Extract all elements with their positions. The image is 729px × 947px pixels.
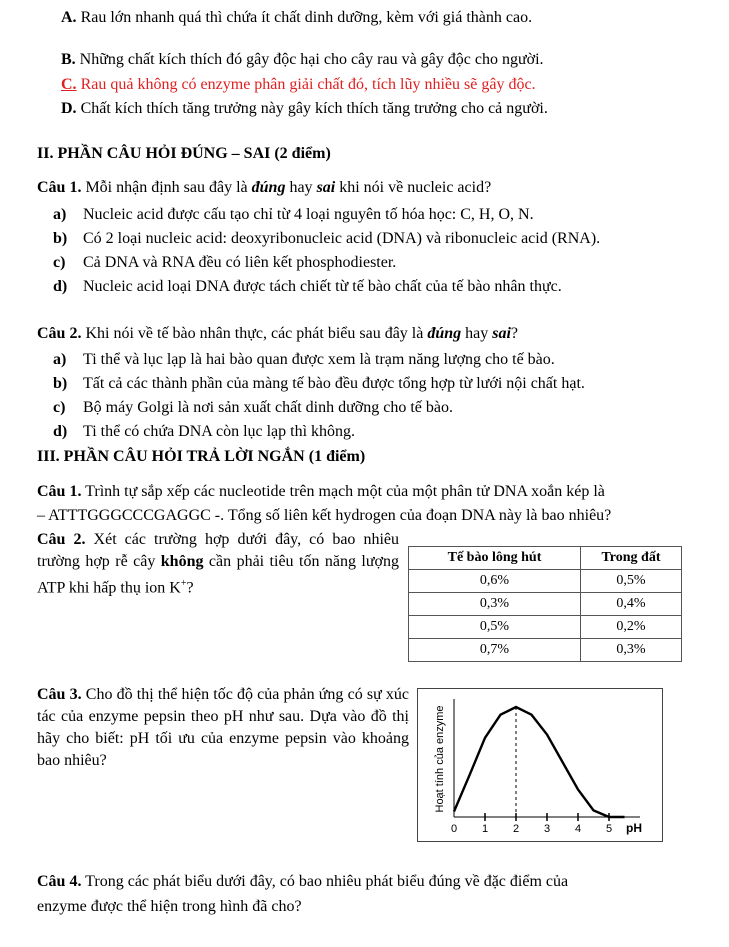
option-text: Chất kích thích tăng trưởng này gây kích thích tăng trưởng cho cả người. (80, 100, 548, 117)
question-label: Câu 2. (37, 531, 86, 548)
x-tick-label: 1 (481, 823, 489, 835)
table-header: Trong đất (581, 547, 682, 570)
question-label: Câu 2. (37, 325, 82, 342)
question-text: Trong các phát biểu dưới đây, có bao nhiêu phát biểu đúng về đặc điểm của (85, 873, 569, 890)
statement-label: b) (53, 230, 68, 247)
table-row (409, 570, 682, 593)
statement-c (53, 253, 396, 273)
table-cell: 0,2% (581, 616, 682, 639)
option-text: Rau lớn nhanh quá thì chứa ít chất dinh dưỡng, kèm với giá thành cao. (80, 9, 533, 26)
statement-label: a) (53, 206, 67, 223)
statement-label: c) (53, 399, 66, 416)
question-label: Câu 4. (37, 873, 82, 890)
table-header: Tế bào lông hút (409, 547, 581, 570)
concentration-table (408, 546, 682, 662)
statement-b (53, 229, 600, 249)
statement-label: c) (53, 254, 66, 271)
statement-a (53, 205, 534, 225)
x-ticks (451, 813, 612, 835)
statement-text: Bộ máy Golgi là nơi sản xuất chất dinh dưỡng cho tế bào. (83, 399, 453, 416)
question-text: Xét các trường hợp dưới đây, có bao nhiêu trường hợp rễ cây (37, 531, 400, 570)
activity-curve (454, 707, 625, 817)
question-text: Trình tự sắp xếp các nucleotide trên mạch một của một phân tử DNA xoắn kép là (85, 483, 605, 500)
sai-word: sai (492, 325, 511, 342)
statement-d (53, 277, 562, 297)
option-d (61, 99, 548, 119)
table-cell: 0,3% (409, 593, 581, 616)
table-row (409, 593, 682, 616)
question-text: Cho đồ thị thể hiện tốc độ của phản ứng có sự xúc tác của enzyme pepsin theo pH như sau. Dựa vào đồ thị hãy cho biết: pH tối ưu của enzyme pepsin vào khoảng bao nhiêu? (37, 686, 410, 769)
question-text: ? (186, 579, 194, 597)
option-a (61, 8, 532, 28)
question-stem: Khi nói về tế bào nhân thực, các phát biểu sau đây là (85, 325, 428, 342)
statement-text: Tất cả các thành phần của màng tế bào đều được tổng hợp từ lưới nội chất hạt. (83, 375, 585, 392)
question-text: cần phải tiêu tốn năng lượng ATP khi hấp thụ ion K (37, 553, 400, 597)
statement-label: a) (53, 351, 67, 368)
statement-text: Nucleic acid loại DNA được tách chiết từ tế bào chất của tế bào nhân thực. (83, 278, 562, 295)
x-axis-label: pH (626, 821, 642, 835)
dung-word: đúng (251, 179, 286, 196)
table-cell: 0,3% (581, 639, 682, 662)
option-text: Những chất kích thích đó gây độc hại cho cây rau và gây độc cho người. (79, 51, 544, 68)
y-axis-label: Hoạt tính của enzyme (434, 705, 446, 813)
chart-svg (418, 689, 662, 841)
s2-question-1 (37, 178, 491, 198)
s3-question-4-line2: enzyme được thể hiện trong hình đã cho? (37, 898, 302, 915)
khong-word: không (160, 553, 204, 570)
ion-charge: + (180, 578, 187, 589)
s2-question-2 (37, 324, 518, 344)
statement-text: Cả DNA và RNA đều có liên kết phosphodiester. (83, 254, 397, 271)
table-cell: 0,4% (581, 593, 682, 616)
option-b (61, 50, 544, 70)
question-label: Câu 1. (37, 179, 82, 196)
sai-word: sai (316, 179, 336, 196)
question-label: Câu 1. (37, 483, 82, 500)
x-tick-label: 3 (543, 823, 551, 835)
table-cell: 0,5% (581, 570, 682, 593)
question-stem: ? (510, 325, 519, 342)
statement-label: d) (53, 423, 68, 440)
statement-a (53, 350, 555, 370)
dung-word: đúng (427, 325, 462, 342)
statement-text: Nucleic acid được cấu tạo chỉ từ 4 loại nguyên tố hóa học: C, H, O, N. (83, 206, 534, 223)
section-3-heading: III. PHẦN CÂU HỎI TRẢ LỜI NGẮN (1 điểm) (37, 448, 366, 465)
table-row (409, 639, 682, 662)
table-cell: 0,6% (409, 570, 581, 593)
s3-question-1-line1 (37, 482, 605, 502)
statement-text: Có 2 loại nucleic acid: deoxyribonucleic acid (DNA) và ribonucleic acid (RNA). (83, 230, 601, 247)
option-text: Rau quả không có enzyme phân giải chất đó, tích lũy nhiều sẽ gây độc. (80, 76, 536, 93)
x-tick-label: 5 (605, 823, 613, 835)
table-row (409, 616, 682, 639)
statement-label: b) (53, 375, 68, 392)
question-label: Câu 3. (37, 686, 82, 703)
statement-label: d) (53, 278, 68, 295)
option-label: A. (61, 9, 77, 26)
x-tick-label: 0 (450, 823, 458, 835)
table-cell: 0,5% (409, 616, 581, 639)
statement-c (53, 398, 453, 418)
s3-question-2 (37, 529, 399, 599)
question-stem: hay (285, 179, 317, 196)
question-stem: khi nói về nucleic acid? (335, 179, 492, 196)
s3-question-3 (37, 684, 409, 772)
s3-question-4-line1 (37, 872, 568, 892)
option-label: C. (61, 76, 77, 93)
question-stem: Mỗi nhận định sau đây là (85, 179, 252, 196)
s3-question-1-line2: – ATTTGGGCCCGAGGC -. Tổng số liên kết hydrogen của đoạn DNA này là bao nhiêu? (37, 507, 612, 524)
question-stem: hay (461, 325, 493, 342)
x-tick-label: 2 (512, 823, 520, 835)
x-tick-label: 4 (574, 823, 582, 835)
option-c-correct (61, 75, 536, 95)
option-label: D. (61, 100, 77, 117)
statement-d (53, 422, 355, 442)
pepsin-ph-chart (417, 688, 663, 842)
table-cell: 0,7% (409, 639, 581, 662)
statement-b (53, 374, 585, 394)
option-label: B. (61, 51, 76, 68)
statement-text: Ti thể và lục lạp là hai bào quan được xem là trạm năng lượng cho tế bào. (83, 351, 555, 368)
statement-text: Ti thể có chứa DNA còn lục lạp thì không. (83, 423, 356, 440)
section-2-heading: II. PHẦN CÂU HỎI ĐÚNG – SAI (2 điểm) (37, 145, 331, 162)
